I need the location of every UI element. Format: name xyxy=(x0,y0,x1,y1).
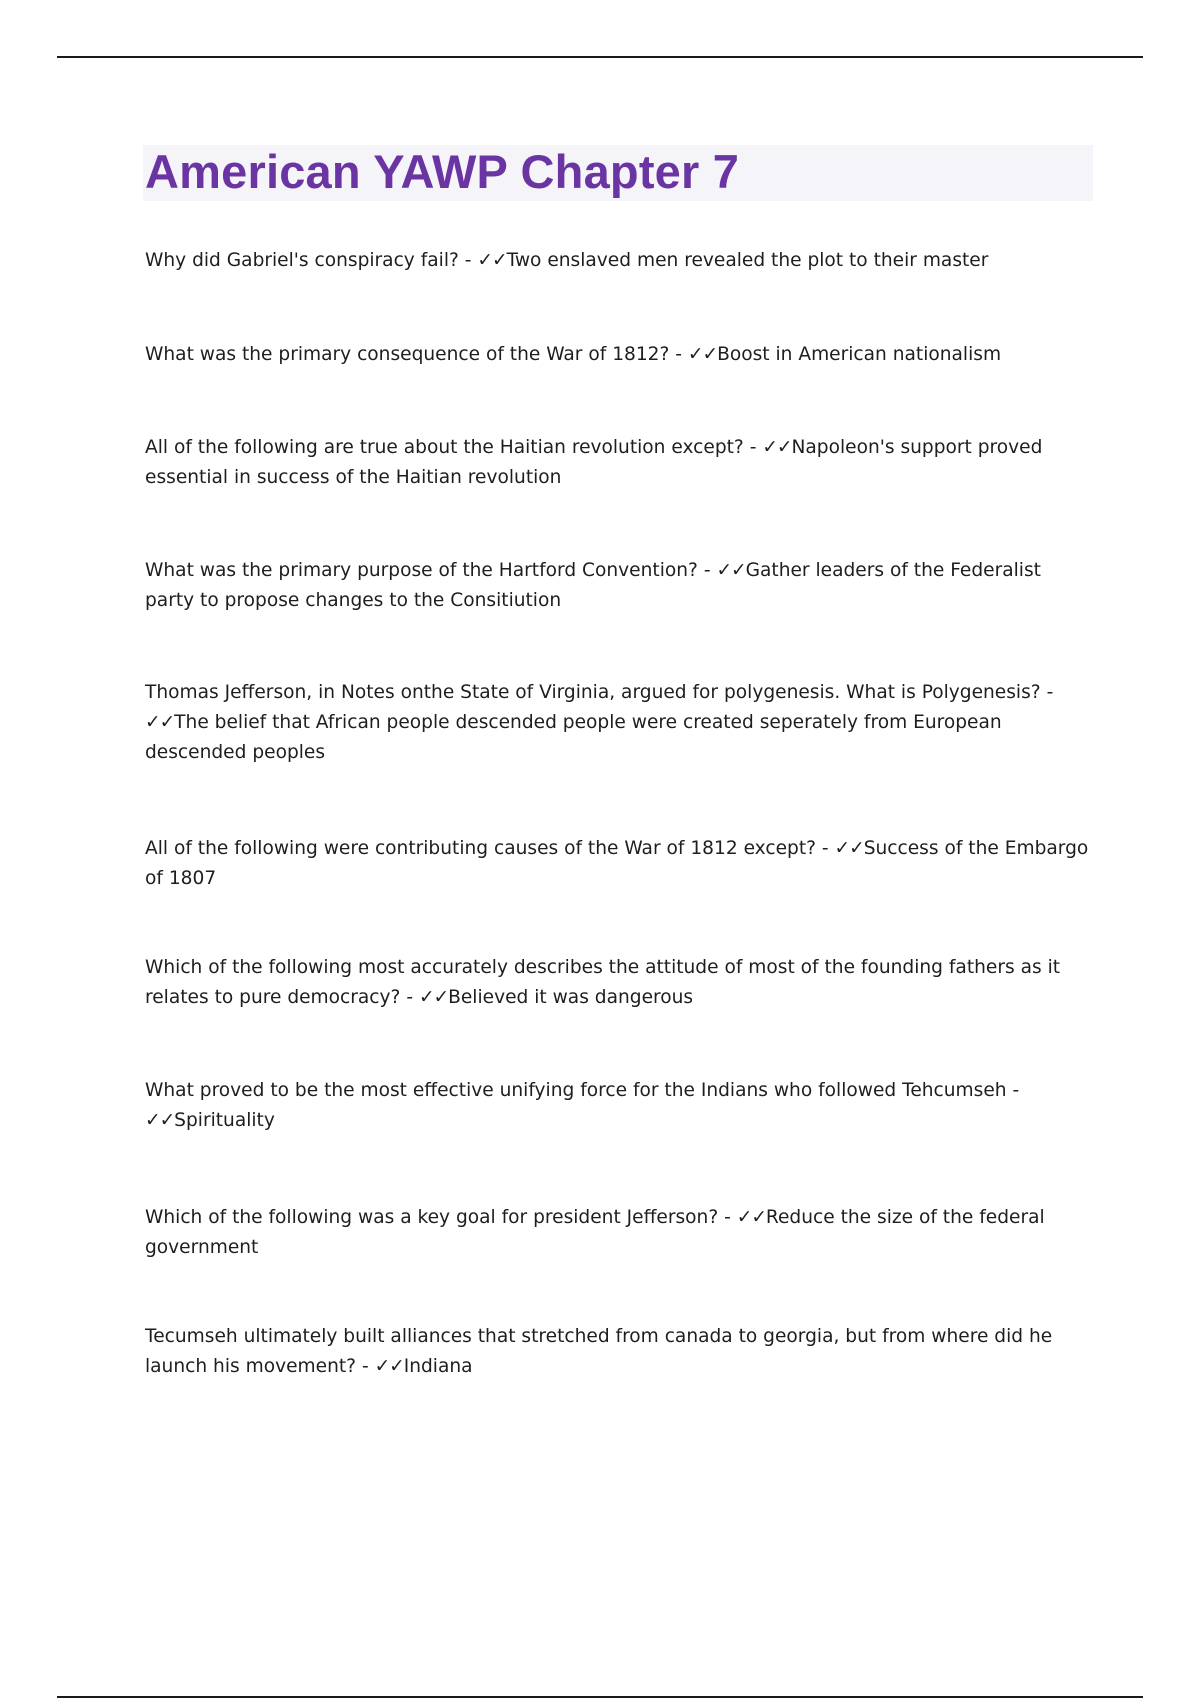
answer: Spirituality xyxy=(174,1110,275,1131)
separator: - xyxy=(1040,682,1054,703)
separator: - xyxy=(458,250,478,271)
question: All of the following are true about the Haitian revolution except? xyxy=(145,437,744,458)
page-title: American YAWP Chapter 7 xyxy=(145,145,740,198)
answer: Two enslaved men revealed the plot to their master xyxy=(506,250,989,271)
qa-item-1 xyxy=(145,246,1095,276)
separator: - xyxy=(697,560,717,581)
qa-item-4 xyxy=(145,556,1095,616)
check-icon: ✓✓ xyxy=(716,560,746,581)
check-icon: ✓✓ xyxy=(736,1207,766,1228)
answer: Boost in American nationalism xyxy=(717,344,1002,365)
qa-item-6 xyxy=(145,834,1095,894)
question: Why did Gabriel's conspiracy fail? xyxy=(145,250,459,271)
question: Thomas Jefferson, in Notes onthe State of Virginia, argued for polygenesis. What is Polygenesis? xyxy=(145,682,1041,703)
check-icon: ✓✓ xyxy=(762,437,792,458)
answer: Gather leaders of the Federalist party to propose changes to the Consitiution xyxy=(145,560,1041,611)
question: All of the following were contributing causes of the War of 1812 except? xyxy=(145,838,816,859)
separator: - xyxy=(669,344,688,365)
check-icon: ✓✓ xyxy=(145,712,175,733)
check-icon: ✓✓ xyxy=(418,987,449,1008)
check-icon: ✓✓ xyxy=(477,250,507,271)
question: What proved to be the most effective unifying force for the Indians who followed Tehcumseh xyxy=(145,1080,1007,1101)
separator: - xyxy=(743,437,763,458)
question: Tecumseh ultimately built alliances that stretched from canada to georgia, but from where did he launch his movement? xyxy=(145,1326,1053,1377)
separator: - xyxy=(718,1207,737,1228)
question: What was the primary purpose of the Hartford Convention? xyxy=(145,560,698,581)
qa-item-10 xyxy=(145,1322,1095,1382)
answer: The belief that African people descended people were created seperately from European descended peoples xyxy=(145,712,1002,763)
separator: - xyxy=(356,1356,375,1377)
qa-item-9 xyxy=(145,1203,1095,1263)
qa-item-2 xyxy=(145,340,1095,370)
qa-item-8 xyxy=(145,1076,1095,1136)
answer: Believed it was dangerous xyxy=(448,987,694,1008)
qa-item-7 xyxy=(145,953,1095,1013)
separator: - xyxy=(400,987,419,1008)
separator: - xyxy=(815,838,835,859)
bottom-rule xyxy=(57,1696,1143,1698)
qa-item-3 xyxy=(145,433,1095,493)
question: Which of the following most accurately describes the attitude of most of the founding fathers as it relates to pure democracy? xyxy=(145,957,1061,1008)
question: What was the primary consequence of the War of 1812? xyxy=(145,344,670,365)
question: Which of the following was a key goal for president Jefferson? xyxy=(145,1207,719,1228)
separator: - xyxy=(1006,1080,1020,1101)
answer: Napoleon's support proved essential in success of the Haitian revolution xyxy=(145,437,1043,488)
check-icon: ✓✓ xyxy=(834,838,864,859)
answer: Indiana xyxy=(403,1356,473,1377)
check-icon: ✓✓ xyxy=(687,344,718,365)
answer: Reduce the size of the federal government xyxy=(145,1207,1045,1258)
top-rule xyxy=(57,56,1143,58)
check-icon: ✓✓ xyxy=(145,1110,175,1131)
answer: Success of the Embargo of 1807 xyxy=(145,838,1089,889)
check-icon: ✓✓ xyxy=(374,1356,404,1377)
qa-item-5 xyxy=(145,678,1095,768)
